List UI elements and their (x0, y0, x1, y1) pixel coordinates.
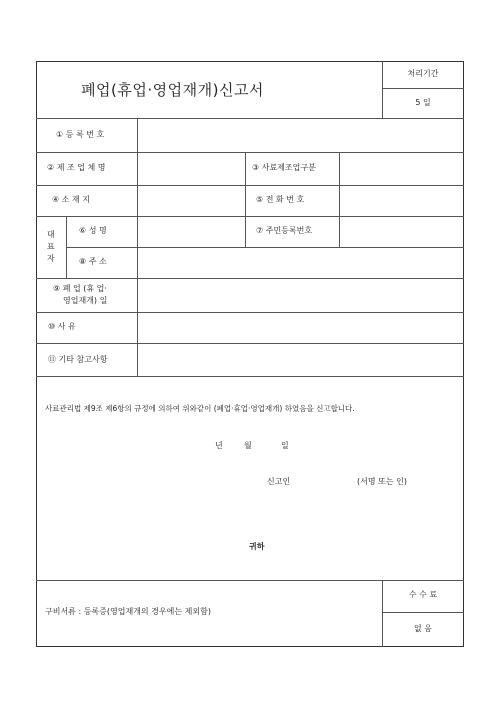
row-line (66, 247, 464, 248)
mid-column-line (339, 152, 340, 216)
other-notes-label: ⑪ 기타 참고사항 (48, 355, 108, 364)
address-label: ④ 소 재 지 (52, 195, 90, 204)
closure-date-label-line2: 영업재개) 일 (63, 296, 108, 305)
mid-column-line (245, 152, 246, 216)
phone-label: ⑤ 전 화 번 호 (256, 195, 305, 204)
category-label: ③ 사료제조업구분 (252, 163, 316, 172)
fee-mid-line (382, 612, 464, 613)
declaration-statement: 사료관리법 제9조 제6항의 규정에 의하여 위와같이 (폐업·휴업·영업재개) 하였음을 신고합니다. (45, 404, 355, 413)
fee-value: 없 음 (414, 624, 432, 633)
rep-address-label: ⑧ 주 소 (79, 257, 107, 266)
row-line (36, 118, 464, 119)
year-label: 년 (215, 441, 223, 450)
row-line (36, 278, 464, 279)
row-line (36, 343, 464, 344)
representative-label-char: 자 (47, 254, 55, 263)
required-documents: 구비서류 : 등록증(영업재개의 경우에는 제외함) (45, 607, 211, 616)
row-line (36, 185, 464, 186)
row-line (36, 376, 464, 377)
declaration-form (36, 61, 464, 647)
processing-period-value: 5 일 (415, 98, 431, 107)
row-line (36, 580, 464, 581)
processing-period-label: 처리기간 (407, 69, 439, 78)
reason-label: ⑩ 사 유 (48, 322, 76, 331)
declarant-label: 신고인 (267, 477, 291, 486)
row-line (36, 312, 464, 313)
manufacturer-name-label: ② 제 조 업 체 명 (47, 163, 106, 172)
mid-column-line (339, 216, 340, 247)
rep-id-label: ⑦ 주민등록번호 (256, 226, 313, 235)
form-title: 폐업(휴업·영업재개)신고서 (81, 81, 264, 99)
header-mid-line (382, 88, 464, 89)
rep-name-label: ⑥ 성 명 (79, 226, 107, 235)
representative-label-char: 표 (47, 242, 55, 251)
label-column-line (137, 118, 138, 376)
recipient-label: 귀하 (249, 542, 265, 551)
month-label: 월 (244, 441, 252, 450)
signature-label: (서명 또는 인) (357, 477, 407, 486)
row-line (36, 216, 464, 217)
registration-number-label: ① 등 록 번 호 (56, 130, 105, 139)
representative-label-char: 대 (47, 230, 55, 239)
representative-column-line (66, 216, 67, 278)
mid-column-line (245, 216, 246, 247)
day-label: 일 (281, 441, 289, 450)
row-line (36, 152, 464, 153)
closure-date-label: ⑨ 폐 업 (휴 업· (53, 284, 107, 293)
fee-label: 수 수 료 (408, 590, 438, 599)
